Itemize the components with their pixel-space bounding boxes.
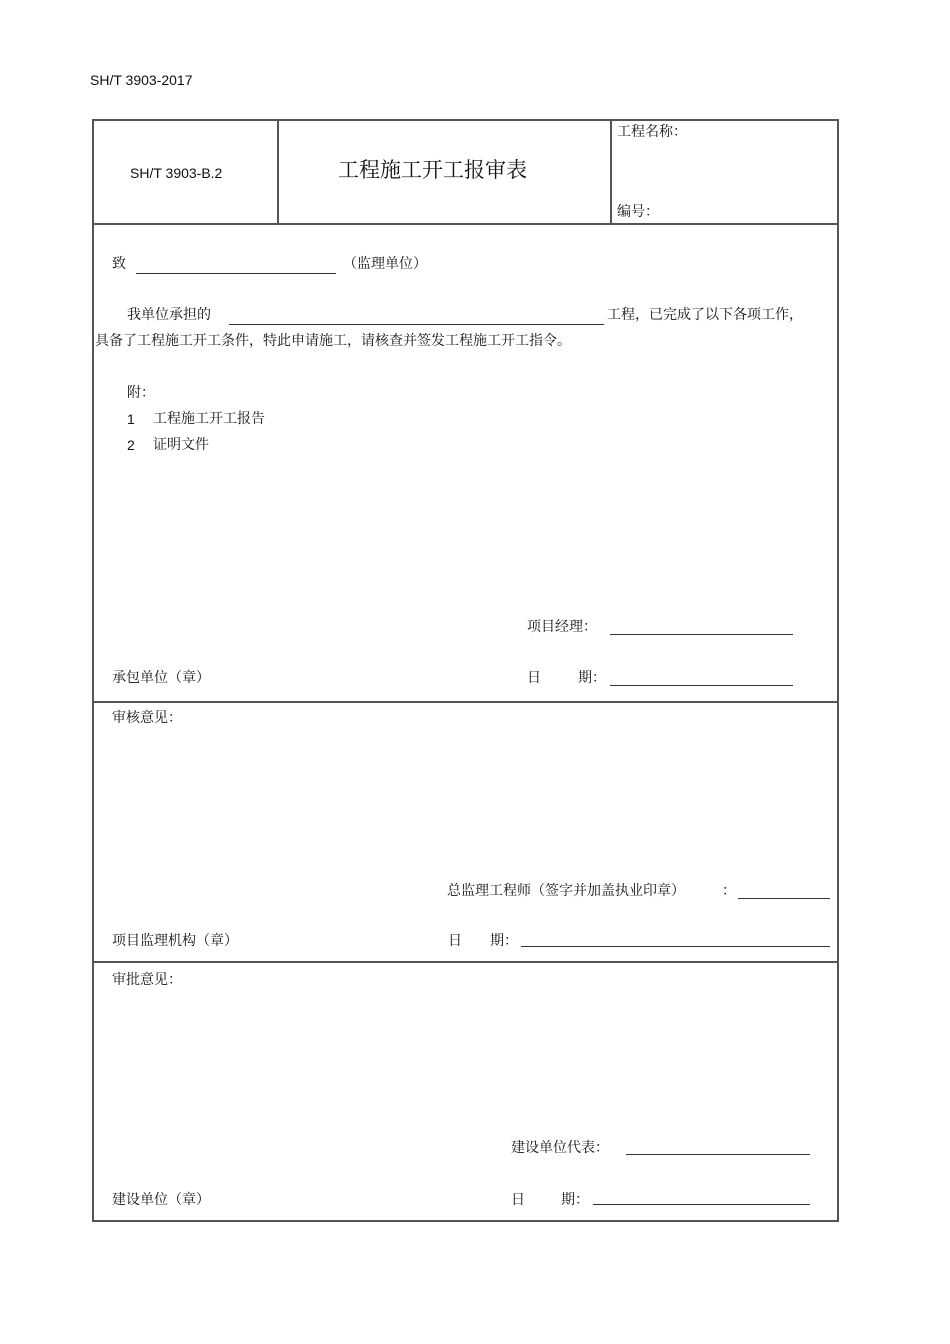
body-line2: 具备了工程施工开工条件，特此申请施工，请核查并签发工程施工开工指令。 — [95, 333, 571, 349]
approval-date-field[interactable] — [593, 1204, 810, 1205]
chief-engineer-label: 总监理工程师（签字并加盖执业印章） — [447, 883, 685, 899]
date-label-b: 期： — [490, 933, 518, 949]
owner-label: 建设单位（章） — [112, 1192, 210, 1208]
divider — [92, 223, 839, 225]
chief-engineer-field[interactable] — [738, 898, 830, 899]
date-label-b: 期： — [561, 1192, 589, 1208]
project-field[interactable] — [229, 324, 604, 325]
attachment-number: 1 — [127, 411, 135, 427]
divider — [92, 701, 839, 703]
number-label: 编号： — [617, 204, 659, 220]
to-label: 致 — [112, 256, 126, 272]
standard-code: SH/T 3903-2017 — [90, 72, 193, 88]
body-suffix: 工程，已完成了以下各项工作， — [607, 307, 803, 323]
form-code: SH/T 3903-B.2 — [130, 165, 223, 181]
supervisor-unit-label: （监理单位） — [343, 256, 427, 272]
attachment-text: 证明文件 — [153, 437, 209, 453]
review-date-field[interactable] — [521, 946, 830, 947]
project-name-label: 工程名称： — [617, 124, 687, 140]
date-label-b: 期： — [578, 670, 606, 686]
project-manager-label: 项目经理： — [527, 619, 597, 635]
attachment-number: 2 — [127, 437, 135, 453]
date-label-a: 日 — [511, 1192, 525, 1208]
supervision-org-label: 项目监理机构（章） — [112, 933, 238, 949]
approval-label: 审批意见： — [112, 972, 182, 988]
chief-engineer-colon: ： — [722, 883, 736, 899]
owner-rep-label: 建设单位代表： — [511, 1140, 609, 1156]
attachment-text: 工程施工开工报告 — [153, 411, 265, 427]
divider — [277, 119, 279, 225]
divider — [610, 119, 612, 225]
supervisor-unit-field[interactable] — [136, 273, 336, 274]
divider — [92, 961, 839, 963]
attach-label: 附： — [127, 385, 155, 401]
project-manager-field[interactable] — [610, 634, 793, 635]
form-title: 工程施工开工报审表 — [338, 158, 527, 182]
review-label: 审核意见： — [112, 710, 182, 726]
owner-rep-field[interactable] — [626, 1154, 810, 1155]
date-label-a: 日 — [527, 670, 541, 686]
contractor-label: 承包单位（章） — [112, 670, 210, 686]
body-prefix: 我单位承担的 — [127, 307, 211, 323]
contractor-date-field[interactable] — [610, 685, 793, 686]
date-label-a: 日 — [448, 933, 462, 949]
